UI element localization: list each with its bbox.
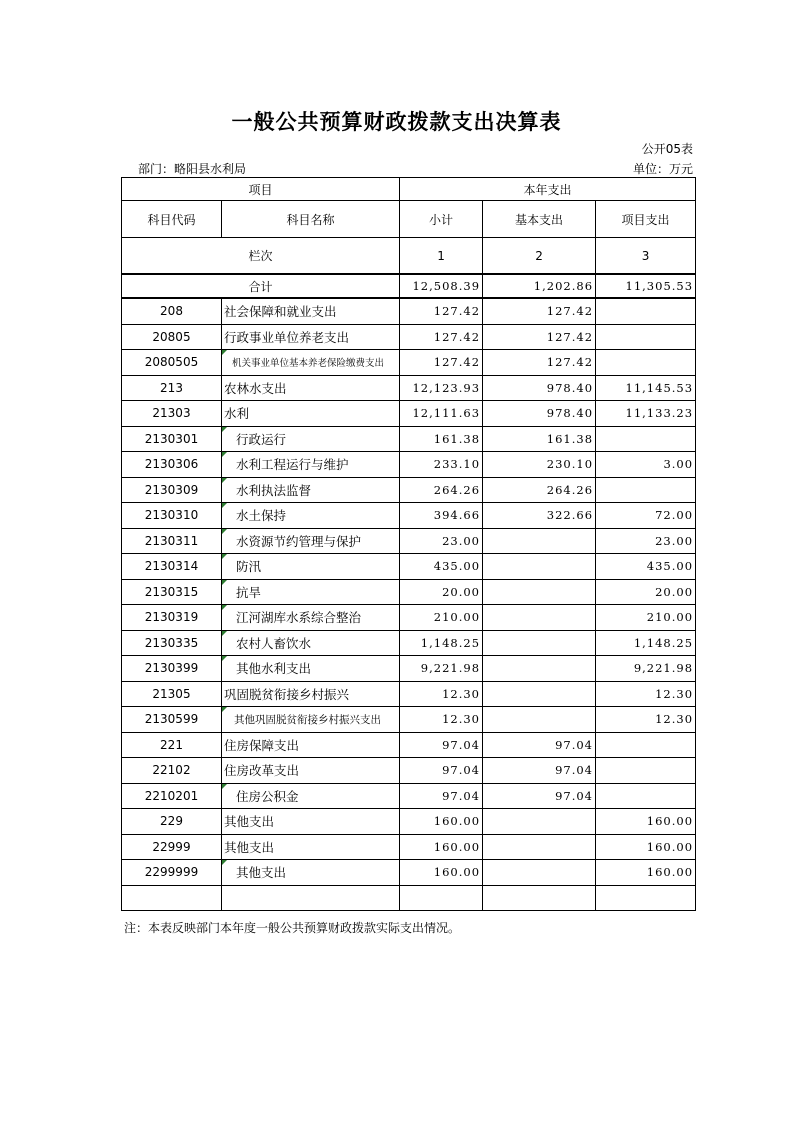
table-row bbox=[122, 732, 696, 758]
total-row bbox=[122, 274, 696, 298]
row-basic: 978.40 bbox=[483, 375, 596, 401]
row-project: 12.30 bbox=[596, 707, 696, 733]
page-title: 一般公共预算财政拨款支出决算表 bbox=[231, 110, 562, 134]
row-subtotal: 161.38 bbox=[400, 426, 483, 452]
cell-marker-icon bbox=[222, 605, 227, 610]
column-label: 栏次 bbox=[122, 238, 400, 275]
row-subtotal: 435.00 bbox=[400, 554, 483, 580]
table-row bbox=[122, 426, 696, 452]
row-project: 435.00 bbox=[596, 554, 696, 580]
row-project: 160.00 bbox=[596, 860, 696, 886]
table-row bbox=[122, 656, 696, 682]
row-project bbox=[596, 298, 696, 324]
row-code: 2130301 bbox=[122, 426, 222, 452]
blank-row bbox=[122, 885, 696, 910]
row-code: 213 bbox=[122, 375, 222, 401]
row-basic bbox=[483, 554, 596, 580]
row-name: 农村人畜饮水 bbox=[222, 630, 400, 656]
table-row bbox=[122, 758, 696, 784]
row-basic bbox=[483, 579, 596, 605]
column-3: 3 bbox=[596, 238, 696, 275]
row-project: 160.00 bbox=[596, 834, 696, 860]
row-name: 水利工程运行与维护 bbox=[222, 452, 400, 478]
row-code: 21305 bbox=[122, 681, 222, 707]
row-code: 221 bbox=[122, 732, 222, 758]
row-basic: 97.04 bbox=[483, 758, 596, 784]
row-subtotal: 127.42 bbox=[400, 324, 483, 350]
header-name: 科目名称 bbox=[222, 201, 400, 238]
header-project: 项目支出 bbox=[596, 201, 696, 238]
row-subtotal: 160.00 bbox=[400, 809, 483, 835]
table-row bbox=[122, 809, 696, 835]
row-project: 9,221.98 bbox=[596, 656, 696, 682]
table-row bbox=[122, 503, 696, 529]
row-project bbox=[596, 426, 696, 452]
blank-cell bbox=[483, 885, 596, 910]
footnote: 注：本表反映部门本年度一般公共预算财政拨款实际支出情况。 bbox=[124, 921, 461, 935]
column-2: 2 bbox=[483, 238, 596, 275]
row-subtotal: 394.66 bbox=[400, 503, 483, 529]
row-name: 水利 bbox=[222, 401, 400, 427]
blank-cell bbox=[400, 885, 483, 910]
header-item: 项目 bbox=[122, 178, 400, 201]
blank-cell bbox=[122, 885, 222, 910]
row-basic bbox=[483, 860, 596, 886]
row-code: 22999 bbox=[122, 834, 222, 860]
row-code: 2130309 bbox=[122, 477, 222, 503]
unit-label: 单位：万元 bbox=[632, 162, 693, 176]
row-name: 行政运行 bbox=[222, 426, 400, 452]
row-subtotal: 160.00 bbox=[400, 860, 483, 886]
table-row bbox=[122, 554, 696, 580]
row-basic: 127.42 bbox=[483, 324, 596, 350]
row-basic: 97.04 bbox=[483, 732, 596, 758]
row-project: 12.30 bbox=[596, 681, 696, 707]
total-basic: 1,202.86 bbox=[483, 274, 596, 298]
row-basic: 978.40 bbox=[483, 401, 596, 427]
row-code: 2130319 bbox=[122, 605, 222, 631]
row-project: 160.00 bbox=[596, 809, 696, 835]
row-project: 210.00 bbox=[596, 605, 696, 631]
row-subtotal: 160.00 bbox=[400, 834, 483, 860]
row-basic bbox=[483, 681, 596, 707]
cell-marker-icon bbox=[222, 554, 227, 559]
row-subtotal: 97.04 bbox=[400, 758, 483, 784]
row-code: 20805 bbox=[122, 324, 222, 350]
table-row bbox=[122, 579, 696, 605]
table-row bbox=[122, 630, 696, 656]
cell-marker-icon bbox=[222, 529, 227, 534]
row-name: 防汛 bbox=[222, 554, 400, 580]
cell-marker-icon bbox=[222, 631, 227, 636]
row-name: 其他支出 bbox=[222, 860, 400, 886]
row-basic bbox=[483, 605, 596, 631]
table-row bbox=[122, 681, 696, 707]
row-subtotal: 264.26 bbox=[400, 477, 483, 503]
table-row bbox=[122, 324, 696, 350]
row-subtotal: 210.00 bbox=[400, 605, 483, 631]
row-name: 农林水支出 bbox=[222, 375, 400, 401]
row-basic bbox=[483, 528, 596, 554]
row-subtotal: 20.00 bbox=[400, 579, 483, 605]
total-label: 合计 bbox=[122, 274, 400, 298]
total-project: 11,305.53 bbox=[596, 274, 696, 298]
row-name: 其他巩固脱贫衔接乡村振兴支出 bbox=[222, 707, 400, 733]
row-name: 机关事业单位基本养老保险缴费支出 bbox=[222, 350, 400, 376]
cell-marker-icon bbox=[222, 350, 227, 355]
table-row bbox=[122, 298, 696, 324]
row-project bbox=[596, 477, 696, 503]
row-project bbox=[596, 324, 696, 350]
row-basic: 264.26 bbox=[483, 477, 596, 503]
department-label: 部门：略阳县水利局 bbox=[138, 162, 247, 176]
table-row bbox=[122, 401, 696, 427]
row-name: 行政事业单位养老支出 bbox=[222, 324, 400, 350]
header-code: 科目代码 bbox=[122, 201, 222, 238]
row-code: 2130311 bbox=[122, 528, 222, 554]
table-row bbox=[122, 783, 696, 809]
cell-marker-icon bbox=[222, 860, 227, 865]
row-code: 2130335 bbox=[122, 630, 222, 656]
cell-marker-icon bbox=[222, 427, 227, 432]
cell-marker-icon bbox=[222, 784, 227, 789]
row-project: 20.00 bbox=[596, 579, 696, 605]
row-basic: 127.42 bbox=[483, 350, 596, 376]
row-subtotal: 12,111.63 bbox=[400, 401, 483, 427]
row-subtotal: 12.30 bbox=[400, 681, 483, 707]
table-row bbox=[122, 860, 696, 886]
row-subtotal: 23.00 bbox=[400, 528, 483, 554]
row-name: 水土保持 bbox=[222, 503, 400, 529]
row-subtotal: 9,221.98 bbox=[400, 656, 483, 682]
row-basic bbox=[483, 656, 596, 682]
total-subtotal: 12,508.39 bbox=[400, 274, 483, 298]
row-project bbox=[596, 783, 696, 809]
row-subtotal: 1,148.25 bbox=[400, 630, 483, 656]
row-name: 其他支出 bbox=[222, 834, 400, 860]
row-name: 其他支出 bbox=[222, 809, 400, 835]
header-subtotal: 小计 bbox=[400, 201, 483, 238]
cell-marker-icon bbox=[222, 707, 227, 712]
row-project: 3.00 bbox=[596, 452, 696, 478]
row-code: 2130315 bbox=[122, 579, 222, 605]
row-code: 2080505 bbox=[122, 350, 222, 376]
table-row bbox=[122, 452, 696, 478]
row-code: 22102 bbox=[122, 758, 222, 784]
row-name: 其他水利支出 bbox=[222, 656, 400, 682]
row-subtotal: 127.42 bbox=[400, 350, 483, 376]
row-name: 社会保障和就业支出 bbox=[222, 298, 400, 324]
row-project bbox=[596, 758, 696, 784]
row-subtotal: 97.04 bbox=[400, 732, 483, 758]
cell-marker-icon bbox=[222, 656, 227, 661]
table-row bbox=[122, 477, 696, 503]
row-code: 229 bbox=[122, 809, 222, 835]
table-row bbox=[122, 375, 696, 401]
row-project: 11,133.23 bbox=[596, 401, 696, 427]
row-project: 11,145.53 bbox=[596, 375, 696, 401]
row-name: 住房保障支出 bbox=[222, 732, 400, 758]
row-basic bbox=[483, 809, 596, 835]
table-row bbox=[122, 605, 696, 631]
row-code: 2299999 bbox=[122, 860, 222, 886]
row-code: 2130314 bbox=[122, 554, 222, 580]
row-name: 住房公积金 bbox=[222, 783, 400, 809]
row-code: 2130310 bbox=[122, 503, 222, 529]
header-basic: 基本支出 bbox=[483, 201, 596, 238]
row-name: 水资源节约管理与保护 bbox=[222, 528, 400, 554]
cell-marker-icon bbox=[222, 580, 227, 585]
row-code: 21303 bbox=[122, 401, 222, 427]
row-code: 2210201 bbox=[122, 783, 222, 809]
blank-cell bbox=[596, 885, 696, 910]
row-basic: 161.38 bbox=[483, 426, 596, 452]
cell-marker-icon bbox=[222, 452, 227, 457]
expenditure-table bbox=[121, 177, 696, 911]
header-row-1 bbox=[122, 178, 696, 201]
column-1: 1 bbox=[400, 238, 483, 275]
row-subtotal: 12.30 bbox=[400, 707, 483, 733]
row-basic bbox=[483, 630, 596, 656]
row-basic: 322.66 bbox=[483, 503, 596, 529]
row-code: 2130599 bbox=[122, 707, 222, 733]
row-basic: 230.10 bbox=[483, 452, 596, 478]
row-name: 抗旱 bbox=[222, 579, 400, 605]
row-subtotal: 97.04 bbox=[400, 783, 483, 809]
table-row bbox=[122, 707, 696, 733]
table-row bbox=[122, 528, 696, 554]
cell-marker-icon bbox=[222, 503, 227, 508]
row-project: 72.00 bbox=[596, 503, 696, 529]
row-subtotal: 12,123.93 bbox=[400, 375, 483, 401]
column-number-row bbox=[122, 238, 696, 275]
row-project bbox=[596, 732, 696, 758]
row-project: 23.00 bbox=[596, 528, 696, 554]
row-project bbox=[596, 350, 696, 376]
row-basic: 127.42 bbox=[483, 298, 596, 324]
header-current-year: 本年支出 bbox=[400, 178, 696, 201]
row-subtotal: 127.42 bbox=[400, 298, 483, 324]
row-basic bbox=[483, 834, 596, 860]
row-name: 巩固脱贫衔接乡村振兴 bbox=[222, 681, 400, 707]
blank-cell bbox=[222, 885, 400, 910]
row-subtotal: 233.10 bbox=[400, 452, 483, 478]
form-number: 公开05表 bbox=[641, 142, 693, 156]
cell-marker-icon bbox=[222, 478, 227, 483]
table-row bbox=[122, 834, 696, 860]
row-code: 2130399 bbox=[122, 656, 222, 682]
table-row bbox=[122, 350, 696, 376]
row-basic bbox=[483, 707, 596, 733]
row-name: 住房改革支出 bbox=[222, 758, 400, 784]
header-row-2 bbox=[122, 201, 696, 238]
row-project: 1,148.25 bbox=[596, 630, 696, 656]
row-name: 江河湖库水系综合整治 bbox=[222, 605, 400, 631]
row-basic: 97.04 bbox=[483, 783, 596, 809]
row-code: 2130306 bbox=[122, 452, 222, 478]
row-name: 水利执法监督 bbox=[222, 477, 400, 503]
row-code: 208 bbox=[122, 298, 222, 324]
